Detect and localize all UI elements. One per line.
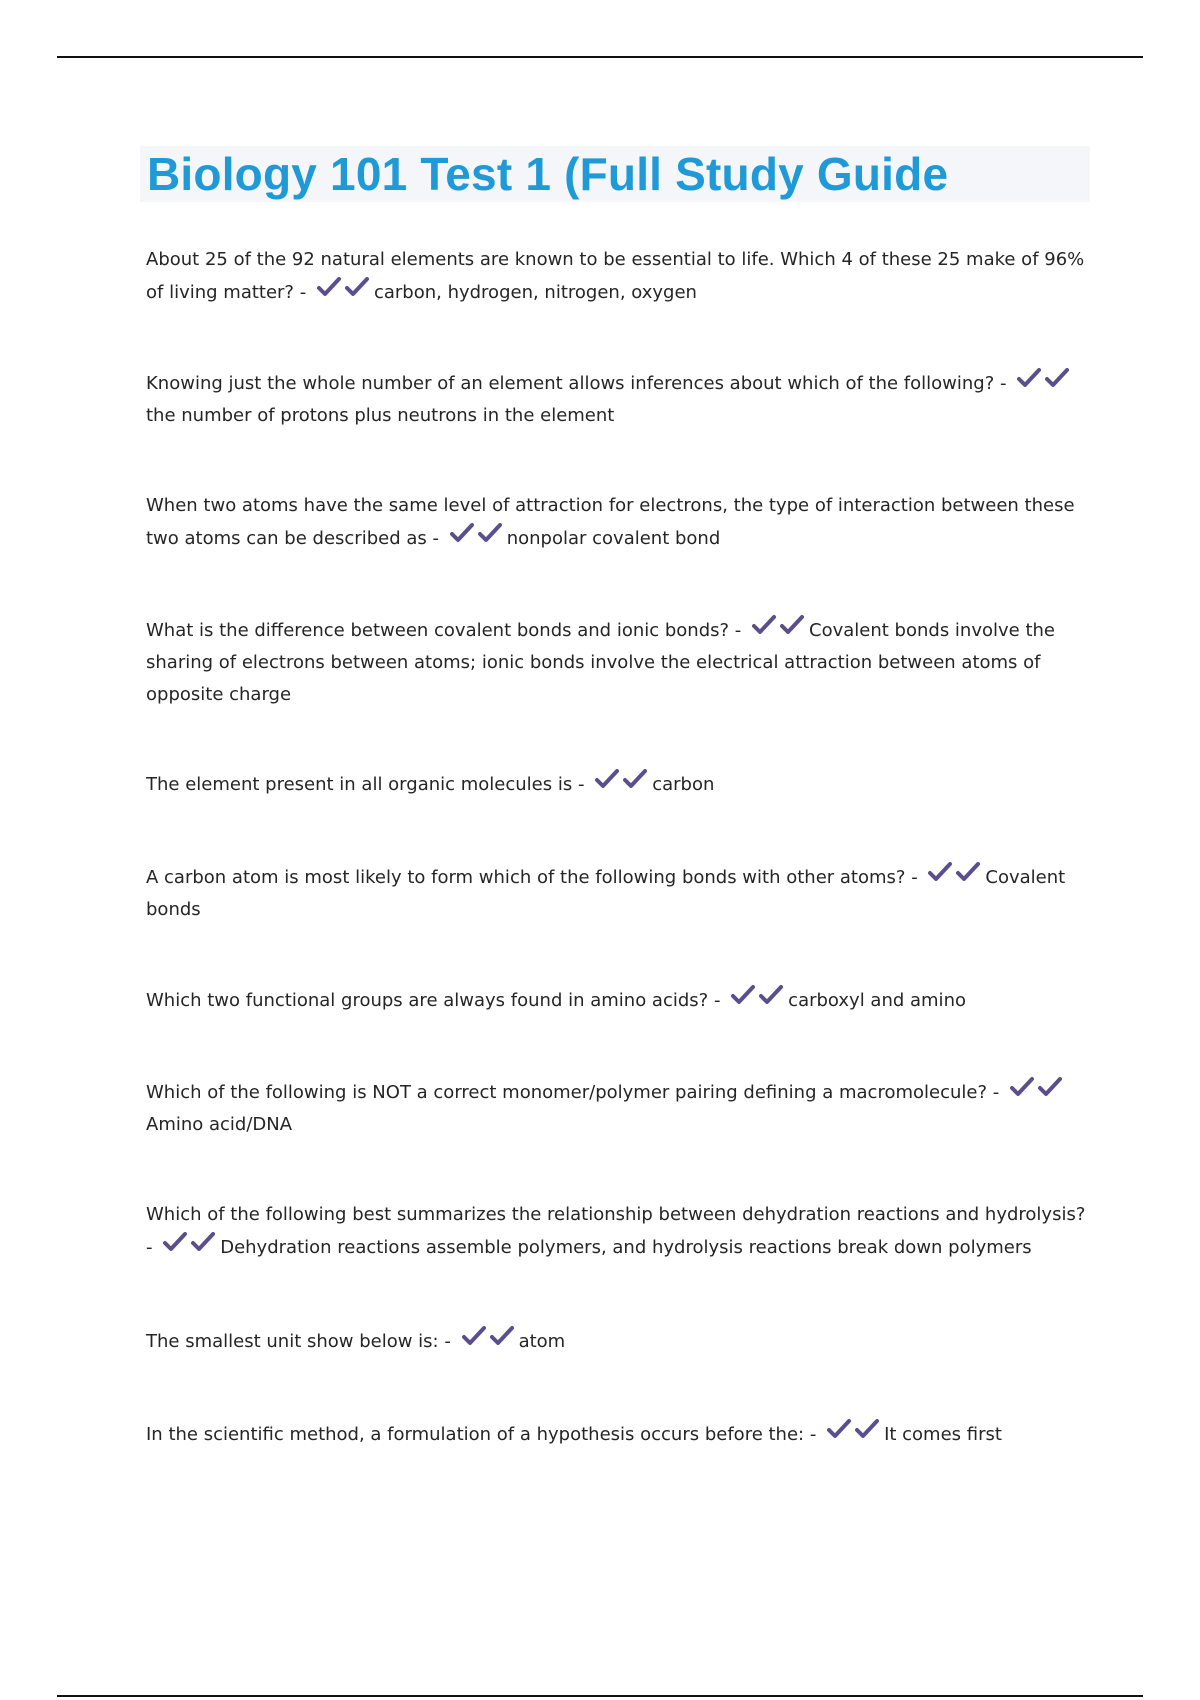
answer-text: the number of protons plus neutrons in the element — [146, 405, 615, 426]
double-check-icon — [316, 276, 372, 309]
question-text: In the scientific method, a formulation of a hypothesis occurs before the: — [146, 1424, 805, 1445]
separator: - — [804, 1424, 823, 1445]
double-check-icon — [594, 768, 650, 801]
qa-item-1 — [146, 244, 1086, 309]
check-icon — [730, 984, 758, 1006]
bottom-rule — [57, 1695, 1143, 1697]
qa-item-3 — [146, 490, 1086, 555]
question-text: Which of the following best summarizes the relationship between dehydration reactions and hydrolysis? — [146, 1204, 1086, 1225]
check-icon — [1044, 367, 1072, 389]
separator: - — [426, 528, 445, 549]
question-text: A carbon atom is most likely to form which of the following bonds with other atoms? — [146, 867, 906, 888]
qa-item-8 — [146, 1076, 1086, 1141]
check-icon — [826, 1418, 854, 1440]
check-icon — [316, 276, 344, 298]
separator: - — [146, 1237, 159, 1258]
separator: - — [294, 282, 312, 303]
question-text: Which two functional groups are always found in amino acids? — [146, 990, 709, 1011]
check-icon — [190, 1231, 218, 1253]
separator: - — [905, 867, 924, 888]
double-check-icon — [751, 614, 807, 647]
check-icon — [594, 768, 622, 790]
check-icon — [622, 768, 650, 790]
question-text: The smallest unit show below is: — [146, 1331, 439, 1352]
qa-item-7 — [146, 984, 1086, 1017]
double-check-icon — [826, 1418, 882, 1451]
question-text: About 25 of the 92 natural elements are known to be essential to life. Which 4 of these 25 make of 96% of living matter? — [146, 249, 1085, 303]
answer-text: Covalent bonds involve the sharing of electrons between atoms; ionic bonds involve the electrical attraction between atoms of opposite charge — [146, 620, 1055, 705]
qa-item-10 — [146, 1325, 1086, 1358]
double-check-icon — [461, 1325, 517, 1358]
check-icon — [489, 1325, 517, 1347]
answer-text: Amino acid/DNA — [146, 1114, 293, 1135]
separator: - — [572, 774, 591, 795]
check-icon — [1009, 1076, 1037, 1098]
separator: - — [729, 620, 748, 641]
check-icon — [751, 614, 779, 636]
qa-item-9 — [146, 1199, 1086, 1264]
double-check-icon — [1016, 367, 1072, 400]
question-text: When two atoms have the same level of attraction for electrons, the type of interaction between these two atoms can be described as — [146, 495, 1075, 549]
answer-text: It comes first — [884, 1424, 1002, 1445]
check-icon — [449, 522, 477, 544]
separator: - — [438, 1331, 457, 1352]
document-title: Biology 101 Test 1 (Full Study Guide — [147, 148, 949, 200]
check-icon — [477, 522, 505, 544]
check-icon — [854, 1418, 882, 1440]
answer-text: atom — [518, 1331, 566, 1352]
separator: - — [994, 373, 1013, 394]
check-icon — [162, 1231, 190, 1253]
check-icon — [344, 276, 372, 298]
question-text: What is the difference between covalent bonds and ionic bonds? — [146, 620, 730, 641]
check-icon — [1016, 367, 1044, 389]
check-icon — [1037, 1076, 1065, 1098]
check-icon — [927, 861, 955, 883]
question-text: The element present in all organic molecules is — [146, 774, 573, 795]
qa-item-2 — [146, 367, 1086, 432]
double-check-icon — [449, 522, 505, 555]
check-icon — [758, 984, 786, 1006]
separator: - — [987, 1082, 1005, 1103]
check-icon — [779, 614, 807, 636]
check-icon — [955, 861, 983, 883]
separator: - — [708, 990, 727, 1011]
question-text: Which of the following is NOT a correct monomer/polymer pairing defining a macromolecule? — [146, 1082, 988, 1103]
double-check-icon — [162, 1231, 218, 1264]
check-icon — [461, 1325, 489, 1347]
qa-item-11 — [146, 1418, 1086, 1451]
double-check-icon — [1009, 1076, 1065, 1109]
qa-item-6 — [146, 861, 1086, 926]
answer-text: carbon, hydrogen, nitrogen, oxygen — [373, 282, 697, 303]
question-text: Knowing just the whole number of an element allows inferences about which of the following? — [146, 373, 995, 394]
answer-text: Dehydration reactions assemble polymers, and hydrolysis reactions break down polymers — [220, 1237, 1032, 1258]
answer-text: carbon — [652, 774, 715, 795]
qa-item-4 — [146, 614, 1086, 711]
answer-text: Covalent bonds — [146, 867, 1066, 920]
top-rule — [57, 56, 1143, 58]
qa-item-5 — [146, 768, 1086, 801]
answer-text: carboxyl and amino — [788, 990, 966, 1011]
double-check-icon — [927, 861, 983, 894]
double-check-icon — [730, 984, 786, 1017]
answer-text: nonpolar covalent bond — [506, 528, 721, 549]
